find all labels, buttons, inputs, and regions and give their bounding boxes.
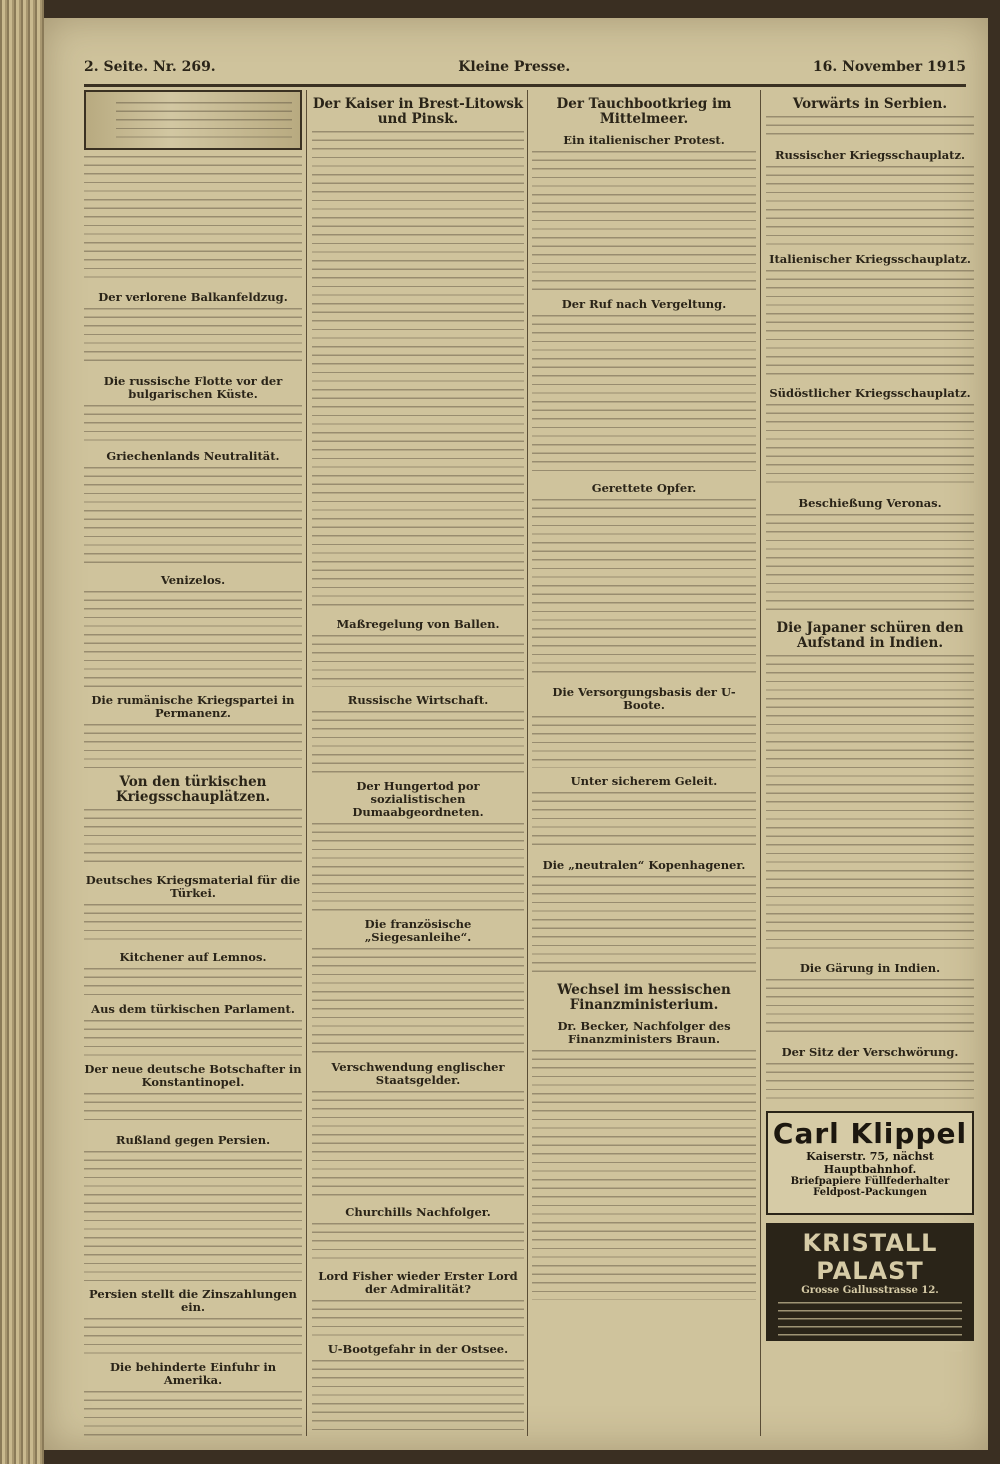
article-text-block [312,1360,524,1436]
headline: Russischer Kriegsschauplatz. [774,148,966,162]
article-text-block [766,1063,974,1103]
article-text-block [84,904,302,944]
article-text-block [532,1050,756,1300]
book-spine-edge [0,0,44,1464]
article-text-block [84,308,302,368]
article-text-block [766,116,974,142]
headline: Der Ruf nach Vergeltung. [561,297,727,311]
article-text-block [766,166,974,246]
newspaper-name: Kleine Presse. [458,59,571,75]
headline: Der Sitz der Verschwörung. [781,1045,959,1059]
column-separator [306,90,307,1436]
article-text-block [766,655,974,955]
article-text-block [84,1391,302,1436]
page-number: 2. Seite. Nr. 269. [84,59,216,75]
article-text-block [312,1300,524,1336]
article-text-block [312,823,524,911]
article-text-block [84,1093,302,1127]
ad-venue-name: KRISTALL PALAST [802,1229,938,1285]
headline: Die französische „Siegesanleihe“. [364,917,472,944]
article-text-block [84,1151,302,1281]
article-text-block [532,315,756,475]
article-text-block [84,968,302,996]
newspaper-page [44,18,988,1450]
article-text-block [766,270,974,380]
headline: Deutsches Kriegsmaterial für die Türkei. [85,873,301,900]
headline: Der verlorene Balkanfeldzug. [98,290,288,304]
headline: Unter sicherem Geleit. [570,774,718,788]
article-text-block [84,156,302,284]
column-separator [527,90,528,1436]
column-2 [312,90,524,1436]
ad-text-block [778,1302,962,1352]
article-text-block [84,467,302,567]
headline: Verschwendung englischer Staatsgelder. [331,1060,505,1087]
column-1 [84,90,302,1436]
headline: Griechenlands Neutralität. [106,449,280,463]
headline: Kitchener auf Lemnos. [119,950,267,964]
headline: Rußland gegen Persien. [115,1133,271,1147]
subheadline: Dr. Becker, Nachfolger des Finanzministers Braun. [557,1019,731,1046]
article-text-block [84,1020,302,1056]
headline: Südöstlicher Kriegsschauplatz. [769,386,971,400]
article-text-block [312,635,524,687]
headline: Der neue deutsche Botschafter in Konstantinopel. [84,1062,302,1089]
article-text-block [532,792,756,852]
headline: Maßregelung von Ballen. [336,617,500,631]
ad-address: Kaiserstr. 75, nächst Hauptbahnhof. [806,1150,934,1176]
headline: Wechsel im hessischen Finanzministerium. [557,982,731,1013]
headline: Persien stellt die Zinszahlungen ein. [89,1287,297,1314]
headline: Die russische Flotte vor der bulgarischen Küste. [103,374,283,401]
article-text-block [532,876,756,976]
advertisement-kristall-palast [766,1223,974,1341]
page-header [84,56,966,78]
headline: Venizelos. [160,573,226,587]
article-text-block [312,1223,524,1263]
article-text-block [766,979,974,1039]
headline: Die Versorgungsbasis der U-Boote. [552,685,736,712]
headline: Italienischer Kriegsschauplatz. [769,252,971,266]
article-text-block [532,499,756,679]
article-text-block [84,591,302,687]
headline: Die „neutralen“ Kopenhagener. [542,858,746,872]
ad-shop-name: Carl Klippel [772,1117,968,1150]
subheadline: Ein italienischer Protest. [563,133,725,147]
advertisement-klippel [766,1111,974,1215]
issue-date: 16. November 1915 [812,59,966,75]
article-text-block [312,948,524,1054]
headline: Beschießung Veronas. [798,496,942,510]
article-text-block [312,711,524,773]
headline: Die Gärung in Indien. [799,961,941,975]
headline: Churchills Nachfolger. [345,1205,491,1219]
headline: U-Bootgefahr in der Ostsee. [327,1342,509,1356]
article-text-block [766,404,974,490]
headline: Der Hungertod por sozialistischen Dumaabgeordneten. [352,779,484,819]
headline: Von den türkischen Kriegsschauplätzen. [115,774,271,805]
column-3 [532,90,756,1436]
article-text-block [312,1091,524,1199]
motto-text-block [116,102,292,138]
column-4 [766,90,974,1436]
ad-line: Feldpost-Packungen [813,1187,927,1198]
article-text-block [312,131,524,611]
headline: Der Kaiser in Brest-Litowsk und Pinsk. [312,96,524,127]
motto-vignette [84,90,302,150]
headline: Gerettete Opfer. [591,481,697,495]
headline: Die rumänische Kriegspartei in Permanenz. [91,693,295,720]
header-rule [84,84,966,87]
headline: Lord Fisher wieder Erster Lord der Admiralität? [318,1269,518,1296]
article-text-block [766,514,974,614]
article-text-block [84,724,302,768]
ad-line: Briefpapiere Füllfederhalter [790,1176,950,1187]
ad-address: Grosse Gallusstrasse 12. [801,1285,939,1296]
headline: Die behinderte Einfuhr in Amerika. [109,1360,277,1387]
article-text-block [532,716,756,768]
headline: Vorwärts in Serbien. [792,96,948,112]
headline: Der Tauchbootkrieg im Mittelmeer. [556,96,732,127]
headline: Aus dem türkischen Parlament. [91,1002,295,1016]
article-text-block [84,1318,302,1354]
article-text-block [532,151,756,291]
headline: Die Japaner schüren den Aufstand in Indien. [776,620,964,651]
article-text-block [84,405,302,443]
headline: Russische Wirtschaft. [347,693,489,707]
column-separator [760,90,761,1436]
article-text-block [84,809,302,867]
